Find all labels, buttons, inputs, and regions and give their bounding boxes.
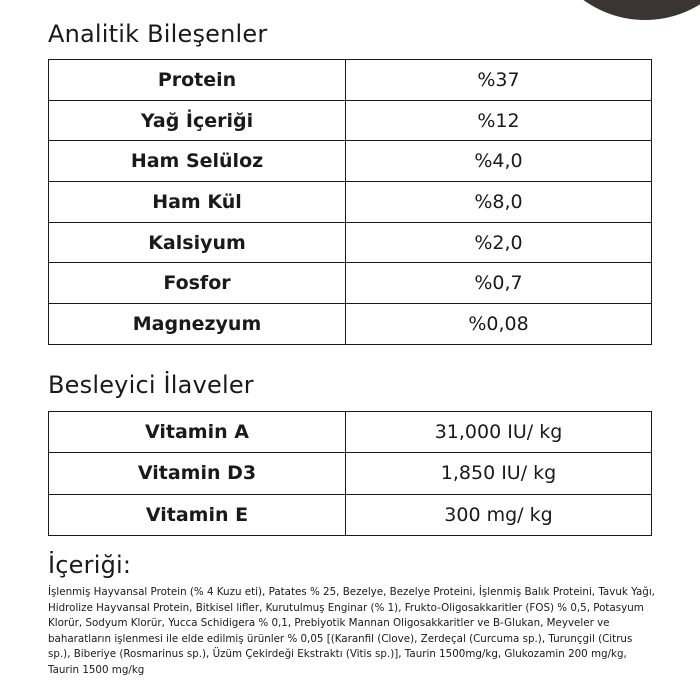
nutrient-value: %0,7 [346,263,652,304]
ingredients-title: İçeriği: [48,551,132,579]
nutrient-name: Magnezyum [49,304,346,345]
nutrient-value: %37 [346,60,652,101]
nutrient-value: 1,850 IU/ kg [346,453,652,494]
nutrient-name: Protein [49,60,346,101]
nutrient-value: %8,0 [346,182,652,223]
table-row [49,304,652,345]
nutrient-name: Ham Kül [49,182,346,223]
nutrient-name: Ham Selüloz [49,141,346,182]
corner-decoration [540,0,700,20]
nutrient-value: 31,000 IU/ kg [346,412,652,453]
nutrient-name: Kalsiyum [49,222,346,263]
table-row [49,263,652,304]
nutrient-name: Vitamin E [49,494,346,535]
nutrient-name: Yağ İçeriği [49,100,346,141]
table-row [49,412,652,453]
nutrient-name: Vitamin A [49,412,346,453]
nutrient-value: %4,0 [346,141,652,182]
table-row [49,100,652,141]
ingredients-text: İşlenmiş Hayvansal Protein (% 4 Kuzu eti), Patates % 25, Bezelye, Bezelye Proteini, İşlenmiş Balık Proteini, Tavuk Yağı, Hidrolize Hayvansal Protein, Bitkisel lifler, Kurutulmuş Enginar (% 1), Frukto-Oligosakkaritler (FOS) % 0,5, Potasyum Klorür, Sodyum Klorür, Yucca Schidigera % 0,1, Prebiyotik Mannan Oligosakkaritler ve B-Glukan, Meyveler ve baharatların işlenmesi ile elde edilmiş ürünler % 0,05 [(Karanfil (Clove), Zerdeçal (Curcuma sp.), Turunçgil (Citrus sp.), Biberiye (Rosmarinus sp.), Üzüm Çekirdeği Ekstraktı (Vitis sp.)], Taurin 1500mg/kg, Glukozamin 200 mg/kg, Taurin 1500 mg/kg [48,586,655,676]
additives-table [48,411,652,536]
nutrient-value: 300 mg/ kg [346,494,652,535]
nutrient-value: %12 [346,100,652,141]
additives-title: Besleyici İlaveler [48,371,254,399]
table-row [49,494,652,535]
table-row [49,141,652,182]
table-row [49,222,652,263]
analytic-title: Analitik Bileşenler [48,20,268,48]
table-row [49,182,652,223]
table-row [49,60,652,101]
nutrient-name: Fosfor [49,263,346,304]
table-row [49,453,652,494]
nutrient-value: %0,08 [346,304,652,345]
analytic-table [48,59,652,345]
nutrient-value: %2,0 [346,222,652,263]
nutrient-name: Vitamin D3 [49,453,346,494]
